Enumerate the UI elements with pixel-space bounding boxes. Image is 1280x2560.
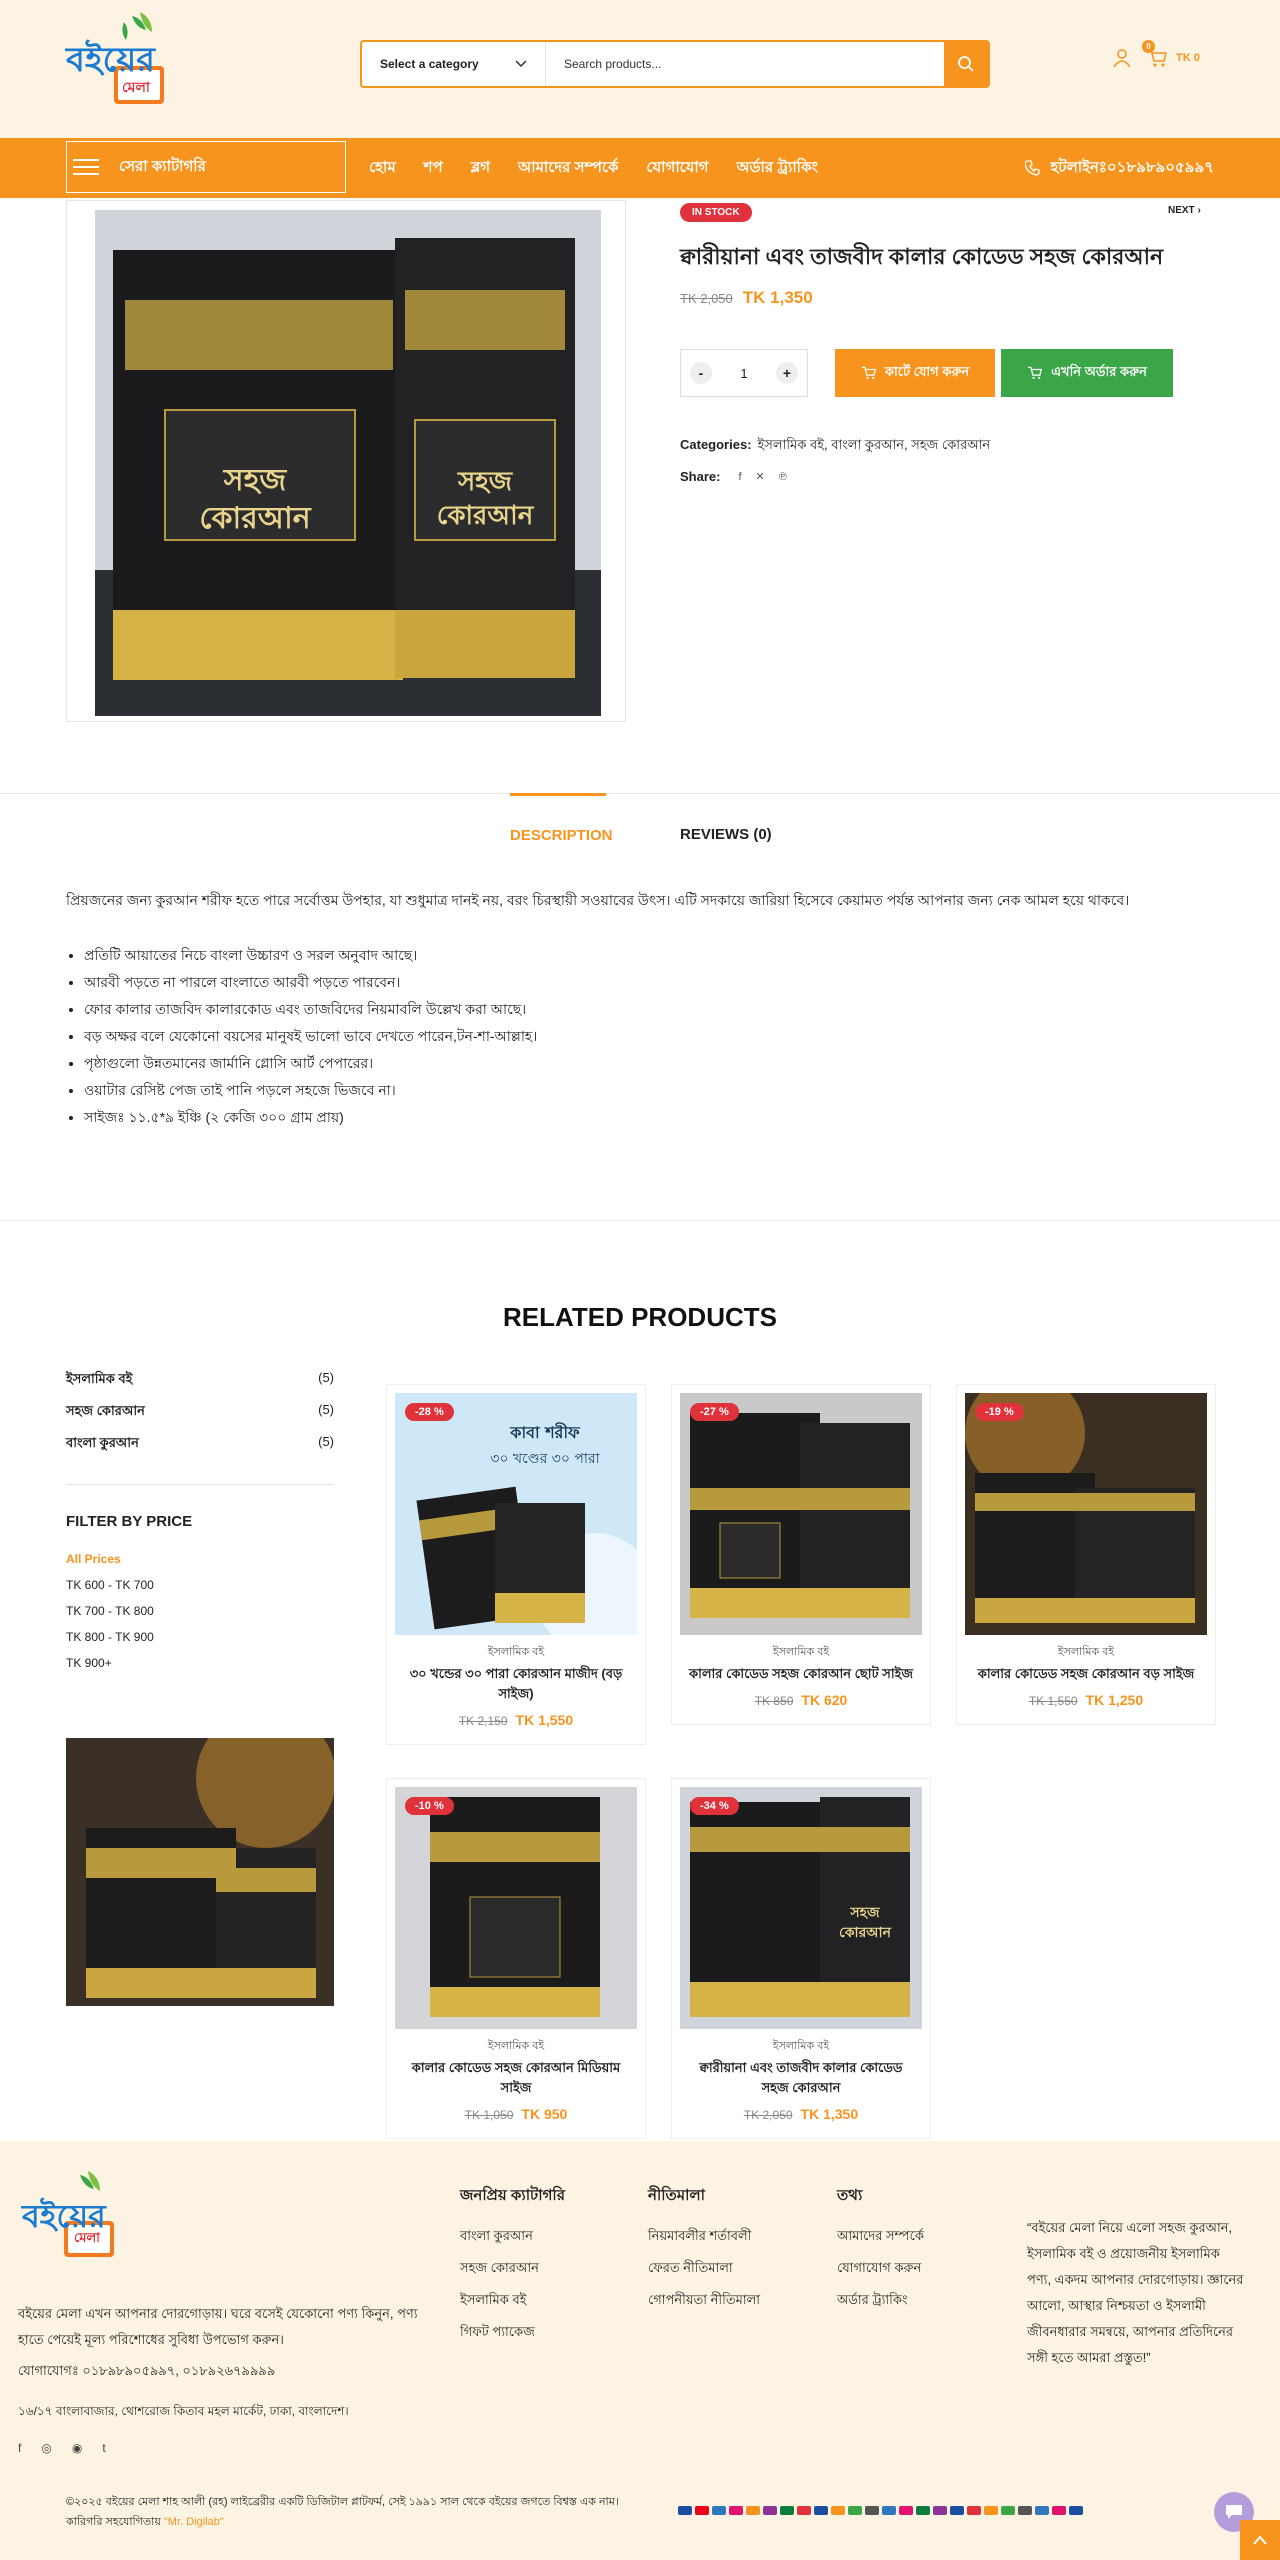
nagad-icon	[746, 2506, 760, 2515]
chevron-up-icon	[1253, 2535, 1267, 2545]
sidebar-category-name: বাংলা কুরআন	[66, 1435, 139, 1450]
quantity-plus-button[interactable]: +	[776, 362, 798, 384]
sale-price: TK 1,250	[1085, 1692, 1144, 1708]
category-select-label: Select a category	[380, 57, 479, 71]
tabs-divider	[0, 793, 1280, 794]
description-bullet: • ওয়াটার রেসিষ্ট পেজ তাই পানি পড়লে সহজে ভিজবে না।	[84, 1077, 984, 1104]
product-card-category[interactable]: ইসলামিক বই	[487, 1646, 545, 1658]
footer-link[interactable]: ইসলামিক বই	[460, 2292, 527, 2307]
nav-home[interactable]: হোম	[369, 158, 396, 176]
logo-main-text: বইয়ের	[66, 40, 156, 80]
category-select[interactable]	[362, 42, 546, 86]
bank-icon	[950, 2506, 964, 2515]
product-photo	[95, 210, 601, 716]
product-main-image[interactable]	[95, 210, 601, 716]
footer-about: বইয়ের মেলা এখন আপনার দোরগোড়ায়। ঘরে বসেই যেকোনো পণ্য কিনুন, পণ্য হাতে পেয়েই মূল্য পরিশোধের সুবিধা উপভোগ করুন।	[18, 2306, 418, 2347]
description-intro: প্রিয়জনের জন্য কুরআন শরীফ হতে পারে সর্বোত্তম উপহার, যা শুধুমাত্র দানই নয়, বরং চিরস্থায়ী সওয়াবের উৎস। এটি সদকায়ে জারিয়া হিসেবে কেয়ামত পর্যন্ত আপনার জন্য নেক আমল হয়ে থাকবে।	[66, 892, 1130, 908]
stock-badge: IN STOCK	[680, 203, 752, 222]
bank-icon	[831, 2506, 845, 2515]
cart-widget[interactable]	[1146, 42, 1200, 68]
product-card-image[interactable]	[680, 1393, 922, 1635]
nav-about[interactable]: আমাদের সম্পর্কে	[518, 158, 619, 176]
bank-icon	[1035, 2506, 1049, 2515]
product-card-name[interactable]: ৩০ খন্ডের ৩০ পারা কোরআন মাজীদ (বড় সাইজ)	[409, 1666, 623, 1701]
cart-icon	[861, 366, 877, 380]
next-label: NEXT	[1168, 205, 1195, 216]
footer-policies	[648, 2184, 760, 2323]
product-card-image[interactable]	[680, 1787, 922, 2029]
footer-phone: যোগাযোগঃ ০১৮৯৮৯০৫৯৯৭, ০১৮৯২৬৭৯৯৯৯	[18, 2363, 276, 2378]
sidebar-category-name: সহজ কোরআন	[66, 1403, 145, 1418]
price-filter-option[interactable]: TK 600 - TK 700	[66, 1578, 154, 1592]
related-products-title: RELATED PRODUCTS	[503, 1302, 777, 1332]
footer-col-title: তথ্য	[837, 2187, 863, 2204]
search-icon	[957, 55, 975, 73]
footer-link[interactable]: গোপনীয়তা নীতিমালা	[648, 2292, 761, 2307]
developer-credit[interactable]: "Mr. Digilab"	[163, 2516, 224, 2528]
top-header	[0, 0, 1280, 138]
nav-links	[355, 138, 832, 198]
price-filter-option[interactable]: TK 700 - TK 800	[66, 1604, 154, 1618]
product-card-price	[957, 1692, 1215, 1708]
description-bullet: • প্রতিটি আয়াতের নিচে বাংলা উচ্চারণ ও সরল অনুবাদ আছে।	[84, 942, 984, 969]
product-photo	[965, 1393, 1207, 1635]
hotline-text: হটলাইনঃ০১৮৯৮৯০৫৯৯৭	[1050, 158, 1214, 176]
sidebar-category[interactable]	[66, 1402, 334, 1434]
search-bar	[360, 40, 990, 88]
user-icon[interactable]	[1112, 48, 1132, 68]
product-card-category[interactable]: ইসলামিক বই	[772, 2040, 830, 2052]
product-card[interactable]	[956, 1384, 1216, 1725]
site-logo[interactable]	[62, 8, 172, 113]
footer-link[interactable]: ফেরত নীতিমালা	[648, 2260, 733, 2275]
share-label: Share:	[680, 469, 721, 484]
bank-icon	[848, 2506, 862, 2515]
categories-value[interactable]: ইসলামিক বই, বাংলা কুরআন, সহজ কোরআন	[757, 437, 991, 452]
product-card-name[interactable]: কালার কোডেড সহজ কোরআন বড় সাইজ	[977, 1666, 1195, 1681]
footer-col-title: জনপ্রিয় ক্যাটাগরি	[460, 2187, 565, 2204]
footer-logo[interactable]	[20, 2169, 130, 2264]
buy-now-label: এখনি অর্ডার করুন	[1051, 363, 1147, 379]
bank-icon	[984, 2506, 998, 2515]
discount-badge: -19 %	[975, 1403, 1024, 1421]
product-photo	[680, 1787, 922, 2029]
price-filter-option[interactable]: TK 900+	[66, 1656, 112, 1670]
copyright-body: ©২০২৫ বইয়ের মেলা শাহ আলী (রহ) লাইব্রেরীর একটি ডিজিটাল প্লাটফর্ম, সেই ১৯৯১ সাল থেকে বইয়ের জগতে বিশ্বস্ত এক নাম। কারিগরি সহযোগিতায়	[66, 2496, 619, 2528]
tab-description[interactable]: DESCRIPTION	[510, 793, 606, 844]
bank-icon	[865, 2506, 879, 2515]
filter-by-price-title: FILTER BY PRICE	[66, 1513, 193, 1530]
svg-text:৩০ খণ্ডের ৩০ পারা: ৩০ খণ্ডের ৩০ পারা	[490, 1451, 600, 1467]
search-placeholder: Search products...	[564, 57, 662, 71]
tab-reviews[interactable]: REVIEWS (0)	[680, 826, 772, 843]
sidebar-category-count: (5)	[318, 1370, 334, 1385]
sidebar-category-count: (5)	[318, 1402, 334, 1417]
footer-quote: “বইয়ের মেলা নিয়ে এলো সহজ কুরআন, ইসলামিক বই ও প্রয়োজনীয় ইসলামিক পণ্য, একদম আপনার দোরগোড়ায়। জ্ঞানের আলো, আস্থার নিশ্চয়তা ও ইসলামী জীবনধারার সমন্বয়ে, আপনার প্রতিদিনের সঙ্গী হতে আমরা প্রস্তুত!”	[1027, 2220, 1244, 2365]
footer-popular-categories	[460, 2184, 565, 2355]
footer-link[interactable]: অর্ডার ট্র্যাকিং	[837, 2292, 908, 2307]
svg-text:সহজ: সহজ	[223, 463, 287, 498]
product-card-price	[672, 1692, 930, 1708]
bank-icon	[797, 2506, 811, 2515]
footer-link[interactable]: গিফট প্যাকেজ	[460, 2324, 535, 2339]
shop-sidebar	[66, 1370, 334, 1682]
product-title: ক্বারীয়ানা এবং তাজবীদ কালার কোডেড সহজ কোরআন	[680, 244, 1164, 269]
footer-info	[837, 2184, 924, 2323]
product-card-price	[387, 2106, 645, 2122]
add-to-cart-label: কার্টে যোগ করুন	[884, 363, 970, 379]
old-price: TK 850	[754, 1694, 794, 1708]
description-bullet: • আরবী পড়তে না পারলে বাংলাতে আরবী পড়তে পারবেন।	[84, 969, 984, 996]
sidebar-category-name: ইসলামিক বই	[66, 1371, 133, 1386]
bank-icon	[967, 2506, 981, 2515]
quantity-minus-button[interactable]: -	[690, 362, 712, 384]
category-menu-button[interactable]	[66, 141, 346, 193]
sale-price: TK 1,550	[515, 1712, 574, 1728]
header-actions	[1112, 42, 1200, 68]
banner-photo	[66, 1738, 334, 2006]
footer-social	[18, 2441, 106, 2455]
amex-icon	[712, 2506, 726, 2515]
product-sale-price: TK 1,350	[742, 288, 813, 307]
search-input[interactable]	[546, 42, 944, 86]
sidebar-category[interactable]	[66, 1370, 334, 1402]
description-bullets	[84, 942, 984, 1131]
product-card[interactable]	[386, 1384, 646, 1745]
cart-icon	[1027, 366, 1043, 380]
old-price: TK 2,150	[458, 1714, 508, 1728]
sale-price: TK 1,350	[800, 2106, 859, 2122]
search-button[interactable]	[944, 42, 988, 86]
product-categories	[680, 436, 990, 457]
visa-icon	[678, 2506, 692, 2515]
footer-logo-main: বইয়ের	[22, 2197, 106, 2235]
product-card-image[interactable]	[395, 1393, 637, 1635]
product-card-name[interactable]: কালার কোডেড সহজ কোরআন ছোট সাইজ	[688, 1666, 914, 1681]
product-price	[680, 288, 813, 308]
svg-text:সহজ: সহজ	[457, 467, 513, 497]
bank-icon	[899, 2506, 913, 2515]
logo-sub-text: মেলা	[122, 80, 150, 96]
x-twitter-icon[interactable]: ✕	[755, 471, 765, 483]
old-price: TK 1,050	[464, 2108, 514, 2122]
instagram-icon[interactable]: ◉	[71, 2441, 83, 2455]
bank-icon	[1069, 2506, 1083, 2515]
svg-text:কোরআন: কোরআন	[199, 501, 311, 536]
bank-icon	[780, 2506, 794, 2515]
footer-logo-sub: মেলা	[74, 2231, 100, 2246]
next-product-link[interactable]	[1168, 205, 1201, 216]
product-card-name[interactable]: কালার কোডেড সহজ কোরআন মিডিয়াম সাইজ	[411, 2060, 621, 2095]
description-bullet: • বড় অক্ষর বলে যেকোনো বয়সের মানুষই ভালো ভাবে দেখতে পারেন,টন-শা-আল্লাহ।	[84, 1023, 984, 1050]
footer-address: ১৬/১৭ বাংলাবাজার, থোশরোজ কিতাব মহল মার্কেট, ঢাকা, বাংলাদেশ।	[18, 2404, 349, 2418]
product-image-gallery	[66, 200, 626, 722]
sidebar-category[interactable]	[66, 1434, 334, 1466]
sidebar-banner-image[interactable]	[66, 1738, 334, 2006]
quantity-value[interactable]: 1	[740, 365, 748, 381]
discount-badge: -34 %	[690, 1797, 739, 1815]
facebook-icon[interactable]: f	[738, 470, 742, 483]
add-to-cart-button[interactable]	[835, 349, 995, 397]
product-card-category[interactable]: ইসলামিক বই	[772, 1646, 830, 1658]
cart-total: TK 0	[1176, 52, 1200, 64]
main-navbar	[0, 138, 1280, 198]
svg-text:কোরআন: কোরআন	[436, 501, 534, 531]
product-card-price	[387, 1712, 645, 1728]
footer-link[interactable]: নিয়মাবলীর শর্তাবলী	[648, 2228, 752, 2243]
sale-price: TK 620	[801, 1692, 848, 1708]
back-to-top-button[interactable]	[1240, 2520, 1280, 2560]
product-card-category[interactable]: ইসলামিক বই	[1057, 1646, 1115, 1658]
bank-icon	[814, 2506, 828, 2515]
price-filter-all[interactable]: All Prices	[66, 1552, 121, 1566]
mastercard-icon	[695, 2506, 709, 2515]
footer-col-title: নীতিমালা	[648, 2187, 705, 2204]
old-price: TK 2,050	[743, 2108, 793, 2122]
svg-text:কাবা শরীফ: কাবা শরীফ	[510, 1423, 580, 1442]
categories-label: Categories:	[680, 437, 752, 452]
product-card[interactable]	[671, 1384, 931, 1725]
cart-count-badge: 0	[1142, 40, 1155, 53]
product-photo	[680, 1393, 922, 1635]
chevron-down-icon	[515, 60, 527, 68]
description-bullet: • ফোর কালার তাজবিদ কালারকোড এবং তাজবিদের নিয়মাবলি উল্লেখ করা আছে।	[84, 996, 984, 1023]
section-divider	[0, 1220, 1280, 1221]
facebook-icon[interactable]: f	[18, 2441, 22, 2455]
rocket-icon	[763, 2506, 777, 2515]
discount-badge: -27 %	[690, 1403, 739, 1421]
discount-badge: -28 %	[405, 1403, 454, 1421]
product-photo	[395, 1393, 637, 1635]
sale-price: TK 950	[521, 2106, 568, 2122]
bank-icon	[882, 2506, 896, 2515]
discount-badge: -10 %	[405, 1797, 454, 1815]
product-card-image[interactable]	[965, 1393, 1207, 1635]
category-menu-label: সেরা ক্যাটাগরি	[119, 157, 206, 175]
sidebar-category-count: (5)	[318, 1434, 334, 1449]
tumblr-icon[interactable]: t	[102, 2441, 106, 2455]
share-row	[680, 469, 787, 484]
product-card-price	[672, 2106, 930, 2122]
chat-icon	[1224, 2503, 1244, 2521]
svg-text:সহজ: সহজ	[850, 1905, 880, 1921]
pinterest-icon[interactable]: ℗	[778, 470, 787, 483]
buy-now-button[interactable]	[1001, 349, 1173, 397]
nav-contact[interactable]: যোগাযোগ	[646, 158, 709, 176]
phone-icon	[1025, 160, 1041, 176]
product-card[interactable]	[386, 1778, 646, 2139]
bank-icon	[933, 2506, 947, 2515]
hamburger-icon	[73, 154, 99, 180]
bank-icon	[916, 2506, 930, 2515]
sidebar-divider	[66, 1484, 334, 1485]
bank-icon	[1001, 2506, 1015, 2515]
old-price: TK 1,550	[1028, 1694, 1078, 1708]
footer-link[interactable]: যোগাযোগ করুন	[837, 2260, 922, 2275]
bkash-icon	[729, 2506, 743, 2515]
svg-text:কোরআন: কোরআন	[839, 1925, 891, 1941]
hotline[interactable]	[1025, 138, 1214, 198]
product-card-name[interactable]: ক্বারীয়ানা এবং তাজবীদ কালার কোডেড সহজ কোরআন	[699, 2060, 903, 2095]
footer-link[interactable]: আমাদের সম্পর্কে	[837, 2228, 924, 2243]
nav-blog[interactable]: ব্লগ	[470, 158, 491, 176]
quantity-stepper	[680, 349, 808, 397]
bank-icon	[1052, 2506, 1066, 2515]
chevron-right-icon: ›	[1197, 205, 1201, 216]
copyright-text	[66, 2492, 626, 2532]
product-photo	[395, 1787, 637, 2029]
footer-link[interactable]: বাংলা কুরআন	[460, 2228, 533, 2243]
nav-order-tracking[interactable]: অর্ডার ট্র্যাকিং	[736, 158, 818, 176]
product-card[interactable]	[671, 1778, 931, 2139]
whatsapp-icon[interactable]: ◎	[41, 2441, 52, 2455]
product-card-category[interactable]: ইসলামিক বই	[487, 2040, 545, 2052]
bank-icon	[1018, 2506, 1032, 2515]
footer-link[interactable]: সহজ কোরআন	[460, 2260, 539, 2275]
description-bullet: • সাইজঃ ১১.৫*৯ ইঞ্চি (২ কেজি ৩০০ গ্রাম প্রায়)	[84, 1104, 984, 1131]
price-filter-option[interactable]: TK 800 - TK 900	[66, 1630, 154, 1644]
nav-shop[interactable]: শপ	[423, 158, 443, 176]
product-card-image[interactable]	[395, 1787, 637, 2029]
payment-methods	[678, 2506, 1083, 2515]
product-old-price: TK 2,050	[680, 291, 733, 306]
description-bullet: • পৃষ্ঠাগুলো উন্নতমানের জার্মানি গ্লোসি আর্ট পেপারের।	[84, 1050, 984, 1077]
